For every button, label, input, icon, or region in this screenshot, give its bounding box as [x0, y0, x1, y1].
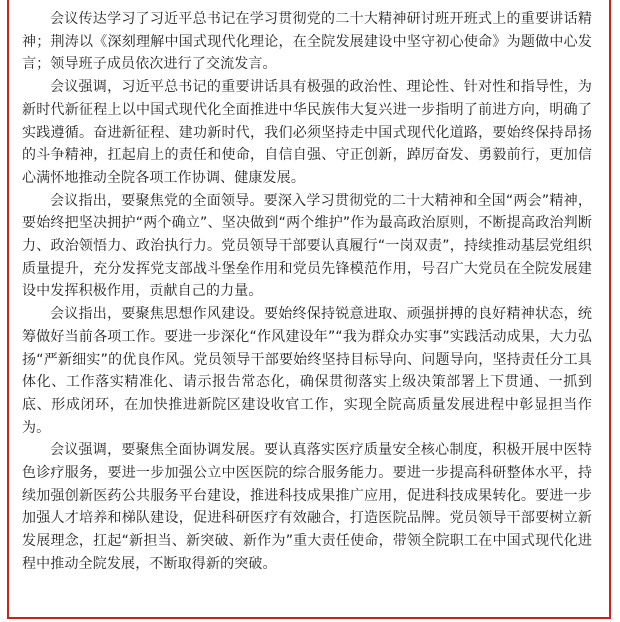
paragraph-1: 会议传达学习了习近平总书记在学习贯彻党的二十大精神研讨班开班式上的重要讲话精神；荆涛以《深刻理解中国式现代化理论，在全院发展建设中坚守初心使命》为题做中心发言；领导班子成员依次进行了交流发言。 — [22, 11, 592, 73]
paragraph-2: 会议强调，习近平总书记的重要讲话具有极强的政治性、理论性、针对性和指导性，为新时代新征程上以中国式现代化全面推进中华民族伟大复兴进一步指明了前进方向，明确了实践遵循。奋进新征程、建功新时代，我们必须坚持走中国式现代化道路，要始终保持昂扬的斗争精神，扛起肩上的责任和使命，自信自强、守正创新，踔厉奋发、勇毅前行，更加信心满怀地推动全院各项工作协调、健康发展。 — [22, 79, 592, 186]
article-body — [22, 8, 592, 576]
paragraph-5: 会议强调，要聚焦全面协调发展。要认真落实医疗质量安全核心制度，积极开展中医特色诊疗服务，要进一步加强公立中医医院的综合服务能力。要进一步提高科研整体水平，持续加强创新医药公共服务平台建设，推进科技成果推广应用，促进科技成果转化。要进一步加强人才培养和梯队建设，促进科研医疗有效融合，打造医院品牌。党员领导干部要树立新发展理念，扛起“新担当、新突破、新作为”重大责任使命，带领全院职工在中国式现代化进程中推动全院发展，不断取得新的突破。 — [22, 442, 592, 572]
paragraph-4: 会议指出，要聚焦思想作风建设。要始终保持锐意进取、顽强拼搏的良好精神状态，统筹做好当前各项工作。要进一步深化“作风建设年”“我为群众办实事”实践活动成果，大力弘扬“严新细实”的优良作风。党员领导干部要始终坚持目标导向、问题导向，坚持责任分工具体化、工作落实精准化、请示报告常态化，确保贯彻落实上级决策部署上下贯通、一抓到底、形成闭环，在加快推进新院区建设收官工作，实现全院高质量发展进程中彰显担当作为。 — [22, 306, 592, 436]
paragraph-3: 会议指出，要聚焦党的全面领导。要深入学习贯彻党的二十大精神和全国“两会”精神，要始终把坚决拥护“两个确立”、坚决做到“两个维护”作为最高政治原则，不断提高政治判断力、政治领悟力、政治执行力。党员领导干部要认真履行“一岗双责”，持续推动基层党组织质量提升，充分发挥党支部战斗堡垒作用和党员先锋模范作用，号召广大党员在全院发展建设中发挥积极作用，贡献自己的力量。 — [22, 192, 592, 300]
